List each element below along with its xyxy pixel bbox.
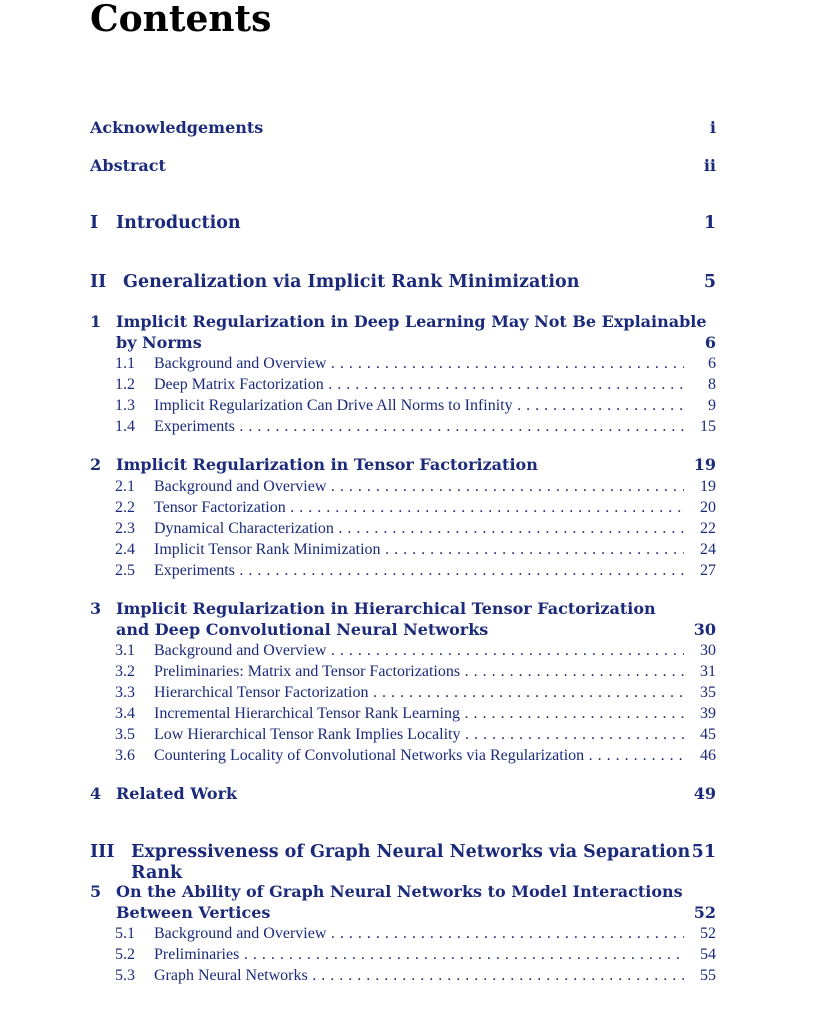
toc-part-page: 1 <box>703 213 716 233</box>
toc-chapter-1[interactable] <box>90 311 716 353</box>
page-title: Contents <box>90 0 272 40</box>
toc-part-number: I <box>90 213 99 233</box>
toc-chapter-label: On the Ability of Graph Neural Networks to Model Interactions <box>116 882 683 901</box>
toc-section-number: 5.2 <box>115 946 135 963</box>
toc-section-number: 3.3 <box>115 684 135 701</box>
toc-section-title: Background and Overview . . . <box>154 923 684 944</box>
toc-section-title: Preliminaries . . . <box>154 944 684 965</box>
toc-chapter-label: Implicit Regularization in Hierarchical Tensor Factorization <box>116 599 656 618</box>
toc-section-page: 9 <box>708 397 716 414</box>
toc-part-number: III <box>90 842 115 862</box>
toc-chapter-number: 2 <box>90 455 102 474</box>
toc-part-page: 5 <box>703 272 716 292</box>
toc-section-title: Hierarchical Tensor Factorization . . . <box>154 682 684 703</box>
toc-part-label: Expressiveness of Graph Neural Networks via Separation Rank <box>131 842 691 883</box>
toc-section-number: 1.1 <box>115 355 135 372</box>
toc-part-label: Generalization via Implicit Rank Minimization <box>123 272 580 292</box>
toc-section-page: 31 <box>700 663 716 680</box>
toc-section-number: 3.1 <box>115 642 135 659</box>
toc-chapter-number: 5 <box>90 882 102 901</box>
toc-entry-label: Abstract <box>90 156 166 175</box>
toc-chapter-5[interactable] <box>90 881 716 923</box>
toc-section-page: 24 <box>700 541 716 558</box>
toc-section-title: Background and Overview . . . <box>154 476 684 497</box>
toc-chapter-page: 49 <box>693 784 716 803</box>
toc-section-page: 20 <box>700 499 716 516</box>
toc-section-page: 19 <box>700 478 716 495</box>
toc-section-title: Implicit Tensor Rank Minimization . . . <box>154 539 684 560</box>
toc-section-page: 30 <box>700 642 716 659</box>
toc-chapter-page: 6 <box>704 333 716 352</box>
toc-chapter-label: Implicit Regularization in Tensor Factorization <box>116 455 538 474</box>
toc-section-number: 2.1 <box>115 478 135 495</box>
toc-section-number: 2.5 <box>115 562 135 579</box>
toc-part-page: 51 <box>691 842 716 862</box>
toc-entry-label: Acknowledgements <box>90 118 264 137</box>
toc-section-title: Deep Matrix Factorization . . . <box>154 374 684 395</box>
toc-section-page: 22 <box>700 520 716 537</box>
toc-section-title: Dynamical Characterization . . . <box>154 518 684 539</box>
toc-section-page: 45 <box>700 726 716 743</box>
toc-entry-page: ii <box>703 156 716 175</box>
toc-section-page: 46 <box>700 747 716 764</box>
toc-section-number: 5.1 <box>115 925 135 942</box>
toc-section-page: 35 <box>700 684 716 701</box>
toc-section-page: 54 <box>700 946 716 963</box>
toc-section-number: 3.6 <box>115 747 135 764</box>
toc-section-number: 5.3 <box>115 967 135 984</box>
toc-chapter-label: Related Work <box>116 784 238 803</box>
toc-section-number: 2.2 <box>115 499 135 516</box>
toc-section-title: Graph Neural Networks . . . <box>154 965 684 986</box>
toc-section-page: 39 <box>700 705 716 722</box>
toc-chapter-3[interactable] <box>90 598 716 640</box>
toc-chapter-label-cont: and Deep Convolutional Neural Networks <box>116 620 489 639</box>
toc-chapter-page: 30 <box>693 620 716 639</box>
toc-section-title: Low Hierarchical Tensor Rank Implies Locality . . . <box>154 724 684 745</box>
toc-chapter-number: 4 <box>90 784 102 803</box>
toc-section-title: Experiments . . . <box>154 416 684 437</box>
toc-section-page: 6 <box>708 355 716 372</box>
toc-entry-page: i <box>709 118 716 137</box>
toc-chapter-page: 19 <box>693 455 716 474</box>
toc-chapter-label: Implicit Regularization in Deep Learning May Not Be Explainable <box>116 312 707 331</box>
toc-part-label: Introduction <box>116 213 241 233</box>
toc-section-title: Experiments . . . <box>154 560 684 581</box>
toc-section-number: 1.2 <box>115 376 135 393</box>
toc-section-number: 2.3 <box>115 520 135 537</box>
toc-section-page: 8 <box>708 376 716 393</box>
toc-section-number: 3.4 <box>115 705 135 722</box>
toc-section-number: 1.3 <box>115 397 135 414</box>
toc-part-number: II <box>90 272 107 292</box>
toc-section-number: 1.4 <box>115 418 135 435</box>
toc-section-page: 15 <box>700 418 716 435</box>
toc-section-page: 27 <box>700 562 716 579</box>
toc-chapter-number: 1 <box>90 312 102 331</box>
toc-chapter-label-cont: Between Vertices <box>116 903 271 922</box>
toc-chapter-page: 52 <box>693 903 716 922</box>
toc-section-number: 3.5 <box>115 726 135 743</box>
toc-section-number: 2.4 <box>115 541 135 558</box>
toc-section-title: Countering Locality of Convolutional Networks via Regularization . . . <box>154 745 684 766</box>
toc-section-number: 3.2 <box>115 663 135 680</box>
toc-section-title: Background and Overview . . . <box>154 353 684 374</box>
toc-section-page: 52 <box>700 925 716 942</box>
toc-section-page: 55 <box>700 967 716 984</box>
toc-section-title: Tensor Factorization . . . <box>154 497 684 518</box>
toc-section-title: Implicit Regularization Can Drive All Norms to Infinity . . . <box>154 395 684 416</box>
toc-chapter-number: 3 <box>90 599 102 618</box>
toc-section-title: Incremental Hierarchical Tensor Rank Learning . . . <box>154 703 684 724</box>
toc-chapter-label-cont: by Norms <box>116 333 202 352</box>
toc-section-title: Background and Overview . . . <box>154 640 684 661</box>
toc-section-title: Preliminaries: Matrix and Tensor Factorizations . . . <box>154 661 684 682</box>
